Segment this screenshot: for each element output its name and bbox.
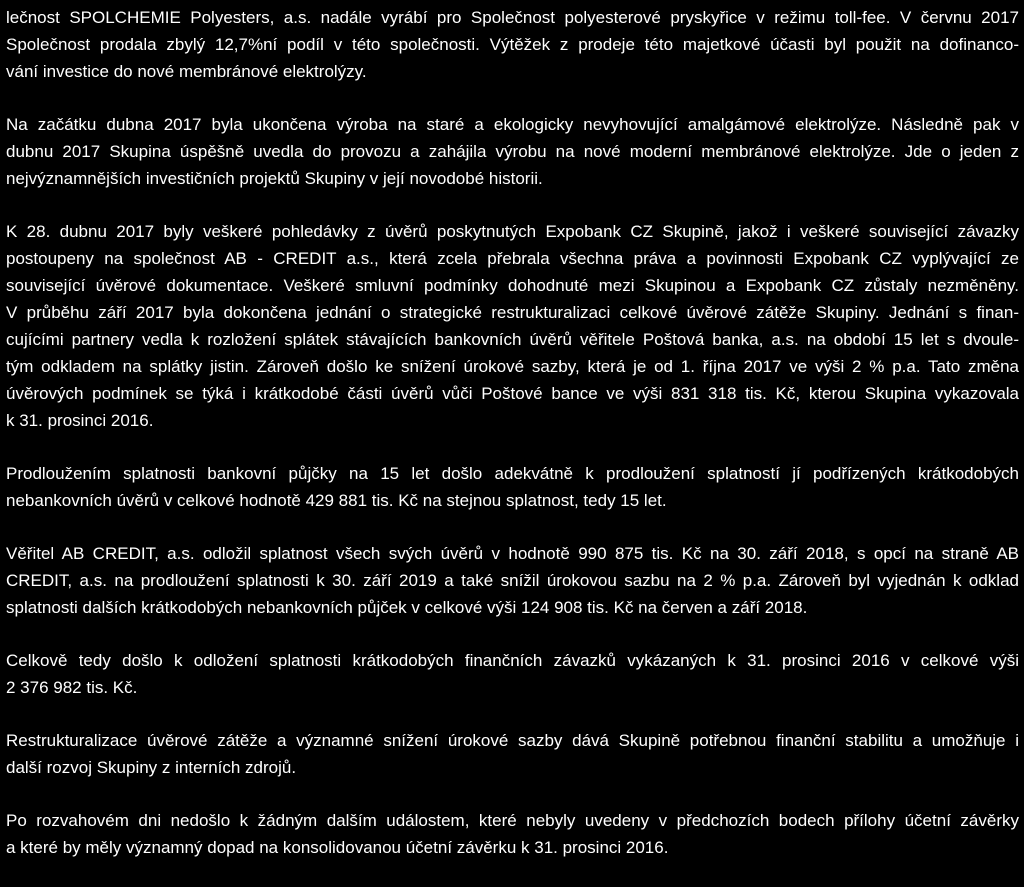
text-line: nejvýznamnějších investičních projektů Skupiny v její novodobé historii. [6,169,543,188]
text-line: Společnost prodala zbylý 12,7%ní podíl v této společnosti. Výtěžek z prodeje této majetkové účasti byl použit na dofinanco- [6,35,1019,54]
document-page [6,4,1019,887]
paragraph-spolchemie-sale [6,4,1019,85]
text-line: V průběhu září 2017 byla dokončena jednání o strategické restrukturalizaci celkové úvěrové zátěže Skupiny. Jednání s finan- [6,303,1019,322]
text-line: CREDIT, a.s. na prodloužení splatnosti k 30. září 2019 a také snížil úrokovou sazbu na 2 % p.a. Zároveň byl vyjednán k odklad [6,571,1019,590]
text-line: vání investice do nové membránové elektrolýzy. [6,62,367,81]
paragraph-maturity-extension [6,460,1019,514]
paragraph-ab-credit [6,540,1019,621]
text-line: postoupeny na společnost AB - CREDIT a.s., která zcela přebrala všechna práva a povinnosti Expobank CZ vyplývající ze [6,249,1019,268]
paragraph-total-deferral [6,647,1019,701]
text-line: další rozvoj Skupiny z interních zdrojů. [6,758,297,777]
text-line: cujícími partnery vedla k rozložení splátek stávajících bankovních úvěrů věřitele Poštová banka, a.s. na období 15 let s dvoule- [6,330,1019,349]
text-line: dubnu 2017 Skupina úspěšně uvedla do provozu a zahájila výrobu na nové moderní membránové elektrolýze. Jde o jeden z [6,142,1019,161]
paragraph-subsequent-events [6,807,1019,861]
text-line: 2 376 982 tis. Kč. [6,678,138,697]
text-line: K 28. dubnu 2017 byly veškeré pohledávky z úvěrů poskytnutých Expobank CZ Skupině, jakož i veškeré související závazky [6,222,1019,241]
text-line: k 31. prosinci 2016. [6,411,154,430]
text-line: Na začátku dubna 2017 byla ukončena výroba na staré a ekologicky nevyhovující amalgámové elektrolýze. Následně pak v [6,115,1019,134]
paragraph-loan-restructuring [6,218,1019,434]
text-line: Restrukturalizace úvěrové zátěže a významné snížení úrokové sazby dává Skupině potřebnou finanční stabilitu a umožňuje i [6,731,1019,750]
text-line: Po rozvahovém dni nedošlo k žádným dalším událostem, které nebyly uvedeny v předchozích bodech přílohy účetní závěrky [6,811,1019,830]
text-line: související úvěrové dokumentace. Veškeré smluvní podmínky dohodnuté mezi Skupinou a Expobank CZ zůstaly nezměněny. [6,276,1019,295]
paragraph-financial-stability [6,727,1019,781]
text-line: nebankovních úvěrů v celkové hodnotě 429 881 tis. Kč na stejnou splatnost, tedy 15 let. [6,491,667,510]
text-line: splatnosti dalších krátkodobých nebankovních půjček v celkové výši 124 908 tis. Kč na červen a září 2018. [6,598,808,617]
paragraph-electrolysis [6,111,1019,192]
text-line: Věřitel AB CREDIT, a.s. odložil splatnost všech svých úvěrů v hodnotě 990 875 tis. Kč na 30. září 2018, s opcí na straně AB [6,544,1019,563]
text-line: Prodloužením splatnosti bankovní půjčky na 15 let došlo adekvátně k prodloužení splatností jí podřízených krátkodobých [6,464,1019,483]
text-line: a které by měly významný dopad na konsolidovanou účetní závěrku k 31. prosinci 2016. [6,838,669,857]
text-line: Celkově tedy došlo k odložení splatnosti krátkodobých finančních závazků vykázaných k 31. prosinci 2016 v celkové výši [6,651,1019,670]
text-line: úvěrových podmínek se týká i krátkodobé části úvěrů vůči Poštové bance ve výši 831 318 tis. Kč, kterou Skupina vykazovala [6,384,1019,403]
text-line: tým odkladem na splátky jistin. Zároveň došlo ke snížení úrokové sazby, která je od 1. října 2017 ve výši 2 % p.a. Tato změna [6,357,1019,376]
text-line: lečnost SPOLCHEMIE Polyesters, a.s. nadále vyrábí pro Společnost polyesterové pryskyřice v režimu toll-fee. V červnu 2017 [6,8,1019,27]
